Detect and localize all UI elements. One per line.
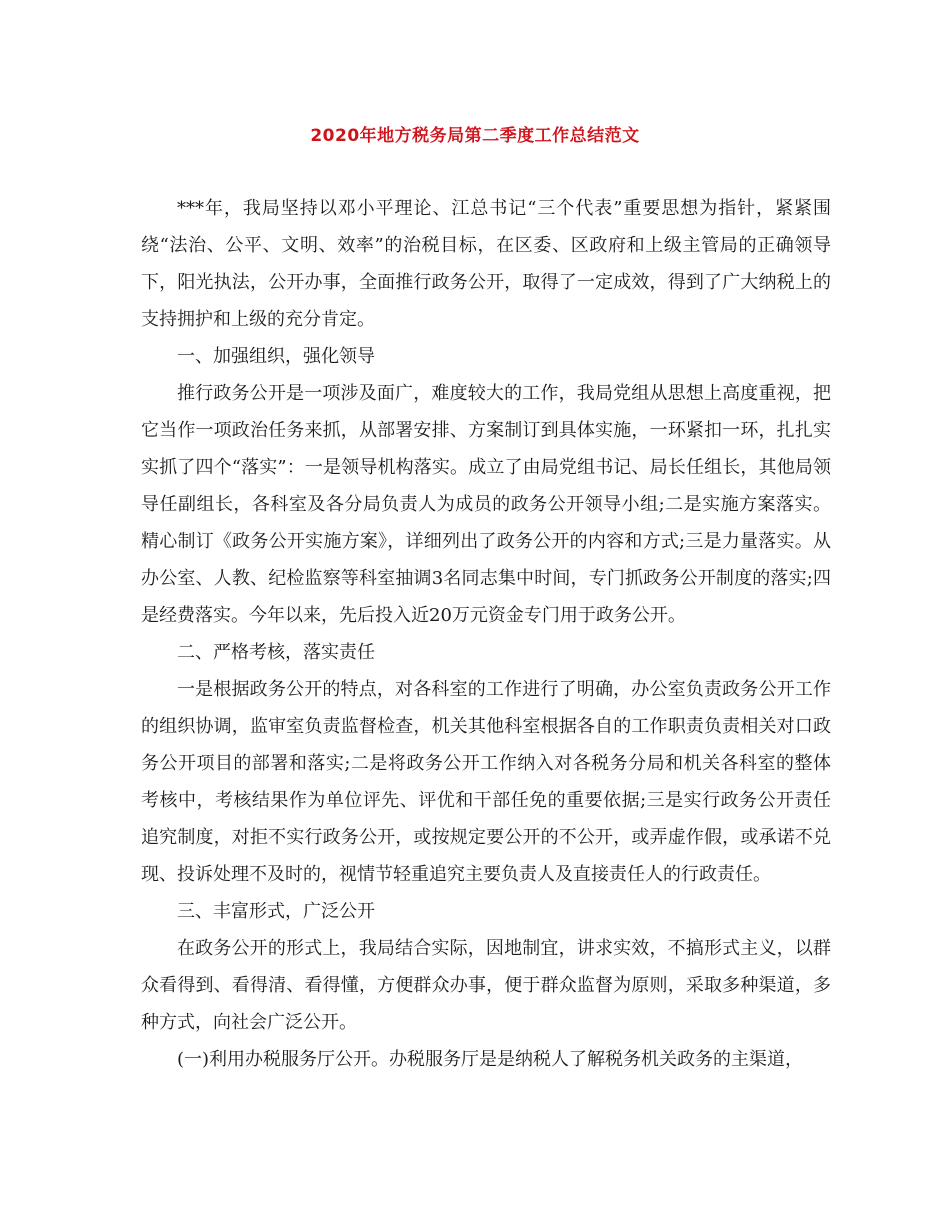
section-heading-3: 三、丰富形式，广泛公开 [177,901,375,922]
paragraph-intro: ***年，我局坚持以邓小平理论、江总书记“三个代表”重要思想为指针，紧紧围绕“法治、公平、文明、效率”的治税目标，在区委、区政府和上级主管局的正确领导下，阳光执法，公开办事，全面推行政务公开，取得了一定成效，得到了广大纳税上的支持拥护和上级的充分肯定。 [141,198,831,330]
paragraph-section-3: 在政务公开的形式上，我局结合实际，因地制宜，讲求实效，不搞形式主义，以群众看得到、看得清、看得懂，方便群众办事，便于群众监督为原则，采取多种渠道，多种方式，向社会广泛公开。 [141,938,831,1033]
paragraph-section-2: 一是根据政务公开的特点，对各科室的工作进行了明确，办公室负责政务公开工作的组织协调，监审室负责监督检查，机关其他科室根据各自的工作职责负责相关对口政务公开项目的部署和落实;二是将政务公开工作纳入对各税务分局和机关各科室的整体考核中，考核结果作为单位评先、评优和干部任免的重要依据;三是实行政务公开责任追究制度，对拒不实行政务公开，或按规定要公开的不公开，或弄虚作假，或承诺不兑现、投诉处理不及时的，视情节轻重追究主要负责人及直接责任人的行政责任。 [141,679,831,885]
section-heading-1: 一、加强组织，强化领导 [177,346,375,367]
section-heading-2: 二、严格考核，落实责任 [177,642,375,663]
paragraph-section-3-item-1: (一)利用办税服务厅公开。办税服务厅是是纳税人了解税务机关政务的主渠道， [177,1049,804,1070]
document-title: 2020年地方税务局第二季度工作总结范文 [310,126,640,146]
paragraph-section-1: 推行政务公开是一项涉及面广，难度较大的工作，我局党组从思想上高度重视，把它当作一项政治任务来抓，从部署安排、方案制订到具体实施，一环紧扣一环，扎扎实实抓了四个“落实”：一是领导机构落实。成立了由局党组书记、局长任组长，其他局领导任副组长，各科室及各分局负责人为成员的政务公开领导小组;二是实施方案落实。精心制订《政务公开实施方案》，详细列出了政务公开的内容和方式;三是力量落实。从办公室、人教、纪检监察等科室抽调3名同志集中时间，专门抓政务公开制度的落实;四是经费落实。今年以来，先后投入近20万元资金专门用于政务公开。 [141,383,831,626]
document-body [141,190,831,1078]
